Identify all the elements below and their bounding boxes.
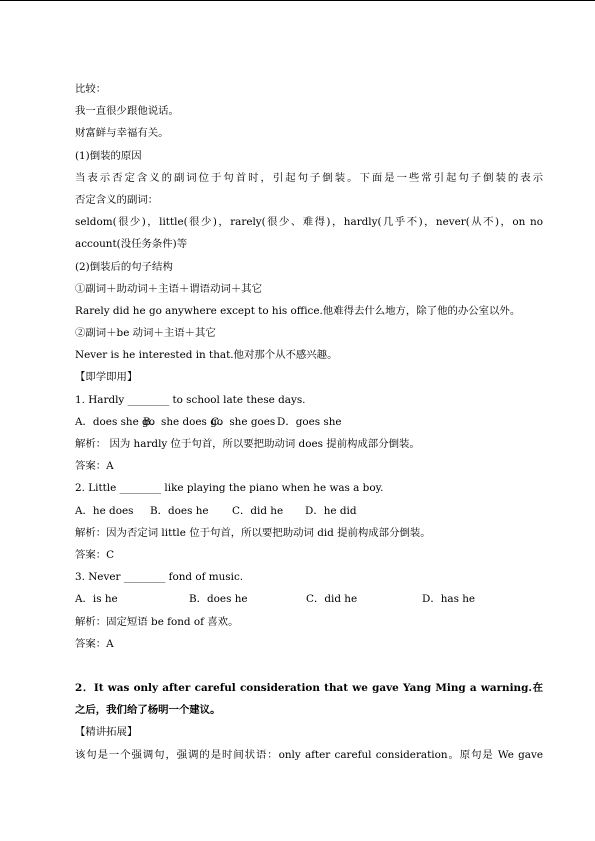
section-heading-reason: (1)倒装的原因 (75, 149, 142, 162)
section-2-heading-cont: 之后，我们给了杨明一个建议。 (75, 704, 221, 717)
text-line-explanation-body: 该句是一个强调句，强调的是时间状语：only after careful consideration。原句是 We gave (75, 748, 543, 761)
option-c: C．did he (232, 504, 284, 517)
question-answer: 答案：A (75, 637, 114, 650)
text-line-structure-1: ①副词＋助动词＋主语＋谓语动词＋其它 (75, 282, 263, 295)
question-analysis: 解析： 因为 hardly 位于句首，所以要把助动词 does 提前构成部分倒装。 (75, 438, 420, 450)
option-d: D．he did (305, 504, 357, 517)
text-line-structure-2: ②副词＋be 动词＋主语＋其它 (75, 327, 216, 340)
question-analysis: 解析：因为否定词 little 位于句首，所以要把助动词 did 提前构成部分倒装。 (75, 526, 431, 539)
text-line-example-1: 我一直很少跟他说话。 (75, 105, 179, 118)
section-heading-explanation: 【精讲拓展】 (75, 726, 138, 739)
question-answer: 答案：A (75, 460, 114, 473)
option-c: C．she goes (211, 415, 276, 428)
question-options (75, 500, 543, 522)
section-heading-practice: 【即学即用】 (75, 371, 138, 384)
document-body (75, 78, 543, 766)
option-d: D．has he (422, 593, 476, 606)
text-line-structure-2-example: Never is he interested in that.他对那个从不感兴趣。 (75, 349, 338, 362)
section-heading-structure: (2)倒装后的句子结构 (75, 260, 173, 273)
top-border-line (0, 0, 595, 1)
option-d: D．goes she (277, 415, 342, 428)
question-stem: 2. Little ________ like playing the piano when he was a boy. (75, 482, 384, 495)
question-stem: 1. Hardly ________ to school late these days. (75, 393, 306, 406)
option-a: A．is he (75, 593, 118, 606)
option-a: A．does she go (75, 415, 155, 428)
question-options (75, 588, 543, 610)
text-line-adverb-list-cont: account(没任务条件)等 (75, 238, 188, 251)
question-analysis: 解析：固定短语 be fond of 喜欢。 (75, 615, 239, 628)
section-2-heading: 2．It was only after careful consideration that we gave Yang Ming a warning.在 (75, 682, 543, 695)
text-line-structure-1-example: Rarely did he go anywhere except to his office.他难得去什么地方，除了他的办公室以外。 (75, 304, 521, 317)
option-c: C．did he (306, 593, 358, 606)
option-b: B．she does go (143, 415, 224, 428)
text-line-reason-body-cont: 否定含义的副词： (75, 193, 159, 206)
text-line-reason-body: 当表示否定含义的副词位于句首时，引起句子倒装。下面是一些常引起句子倒装的表示 (75, 171, 543, 184)
option-a: A．he does (75, 504, 134, 517)
option-b: B．does he (189, 593, 248, 606)
text-line-adverb-list: seldom(很少)，little(很少)，rarely(很少、难得)，hardly(几乎不)，never(从不)，on no (75, 216, 543, 229)
question-options (75, 411, 543, 433)
text-line-compare: 比较： (75, 83, 107, 95)
spacer (75, 655, 543, 677)
question-stem: 3. Never ________ fond of music. (75, 571, 244, 584)
text-line-example-2: 财富鲜与幸福有关。 (75, 127, 169, 140)
question-answer: 答案：C (75, 548, 115, 561)
option-b: B．does he (150, 504, 209, 517)
